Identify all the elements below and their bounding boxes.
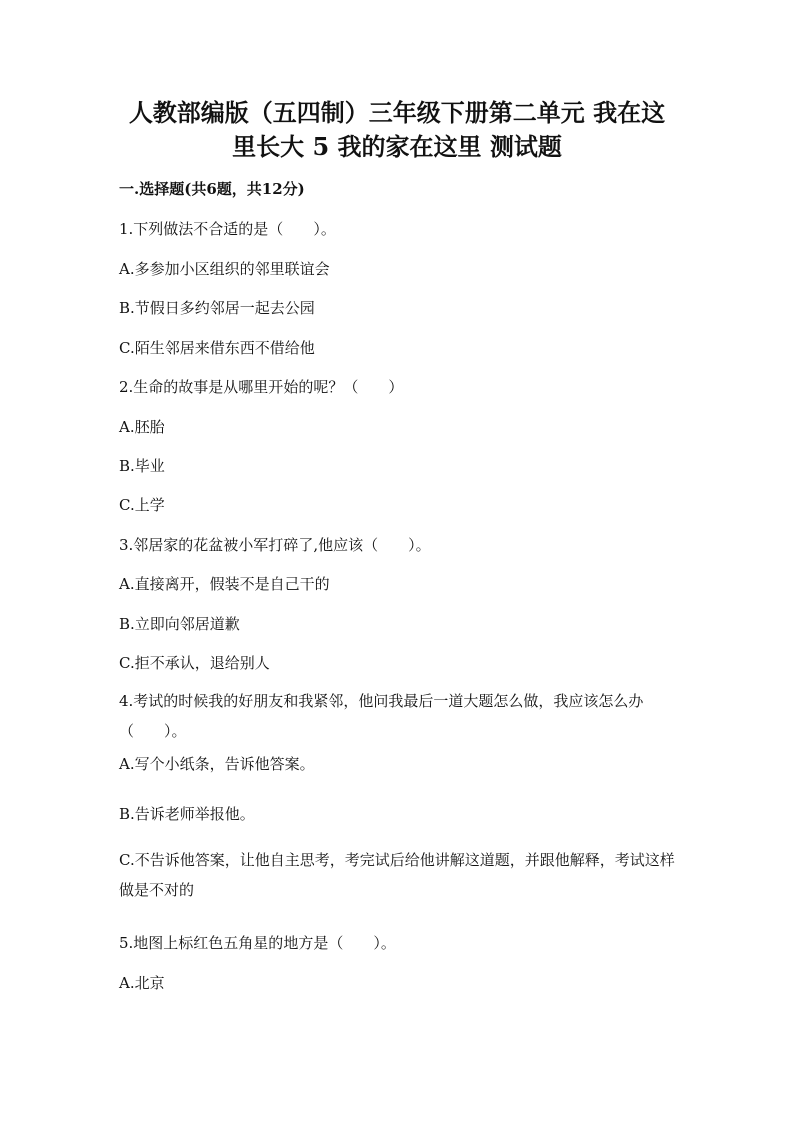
page-title xyxy=(100,96,694,164)
question-1-stem: 1.下列做法不合适的是（ ）。 xyxy=(119,220,336,238)
question-2-option-b: B.毕业 xyxy=(119,457,165,475)
section-heading: 一.选择题(共6题，共12分) xyxy=(119,180,305,198)
question-3-option-c: C.拒不承认，退给别人 xyxy=(119,654,270,672)
question-5-stem: 5.地图上标红色五角星的地方是（ ）。 xyxy=(119,934,396,952)
title-line-2: 里长大 5 我的家在这里 测试题 xyxy=(232,132,562,161)
question-1-option-a: A.多参加小区组织的邻里联谊会 xyxy=(119,260,330,278)
question-3-stem: 3.邻居家的花盆被小军打碎了,他应该（ ）。 xyxy=(119,536,431,554)
question-2-option-c: C.上学 xyxy=(119,496,165,514)
question-1-option-c: C.陌生邻居来借东西不借给他 xyxy=(119,339,315,357)
question-2-option-a: A.胚胎 xyxy=(119,418,165,436)
question-2-stem: 2.生命的故事是从哪里开始的呢？（ ） xyxy=(119,378,404,396)
title-line-1: 人教部编版（五四制）三年级下册第二单元 我在这 xyxy=(128,98,666,127)
question-5-option-a: A.北京 xyxy=(119,974,165,992)
question-4-option-c: C.不告诉他答案，让他自主思考，考完试后给他讲解这道题，并跟他解释，考试这样做是不对的 xyxy=(119,851,675,899)
question-4-option-a: A.写个小纸条，告诉他答案。 xyxy=(119,755,315,773)
question-3-option-a: A.直接离开，假装不是自己干的 xyxy=(119,575,330,593)
question-4-stem: 4.考试的时候我的好朋友和我紧邻，他问我最后一道大题怎么做，我应该怎么办（ ）。 xyxy=(119,692,644,740)
question-3-option-b: B.立即向邻居道歉 xyxy=(119,615,240,633)
question-1-option-b: B.节假日多约邻居一起去公园 xyxy=(119,299,315,317)
question-4-option-b: B.告诉老师举报他。 xyxy=(119,805,255,823)
